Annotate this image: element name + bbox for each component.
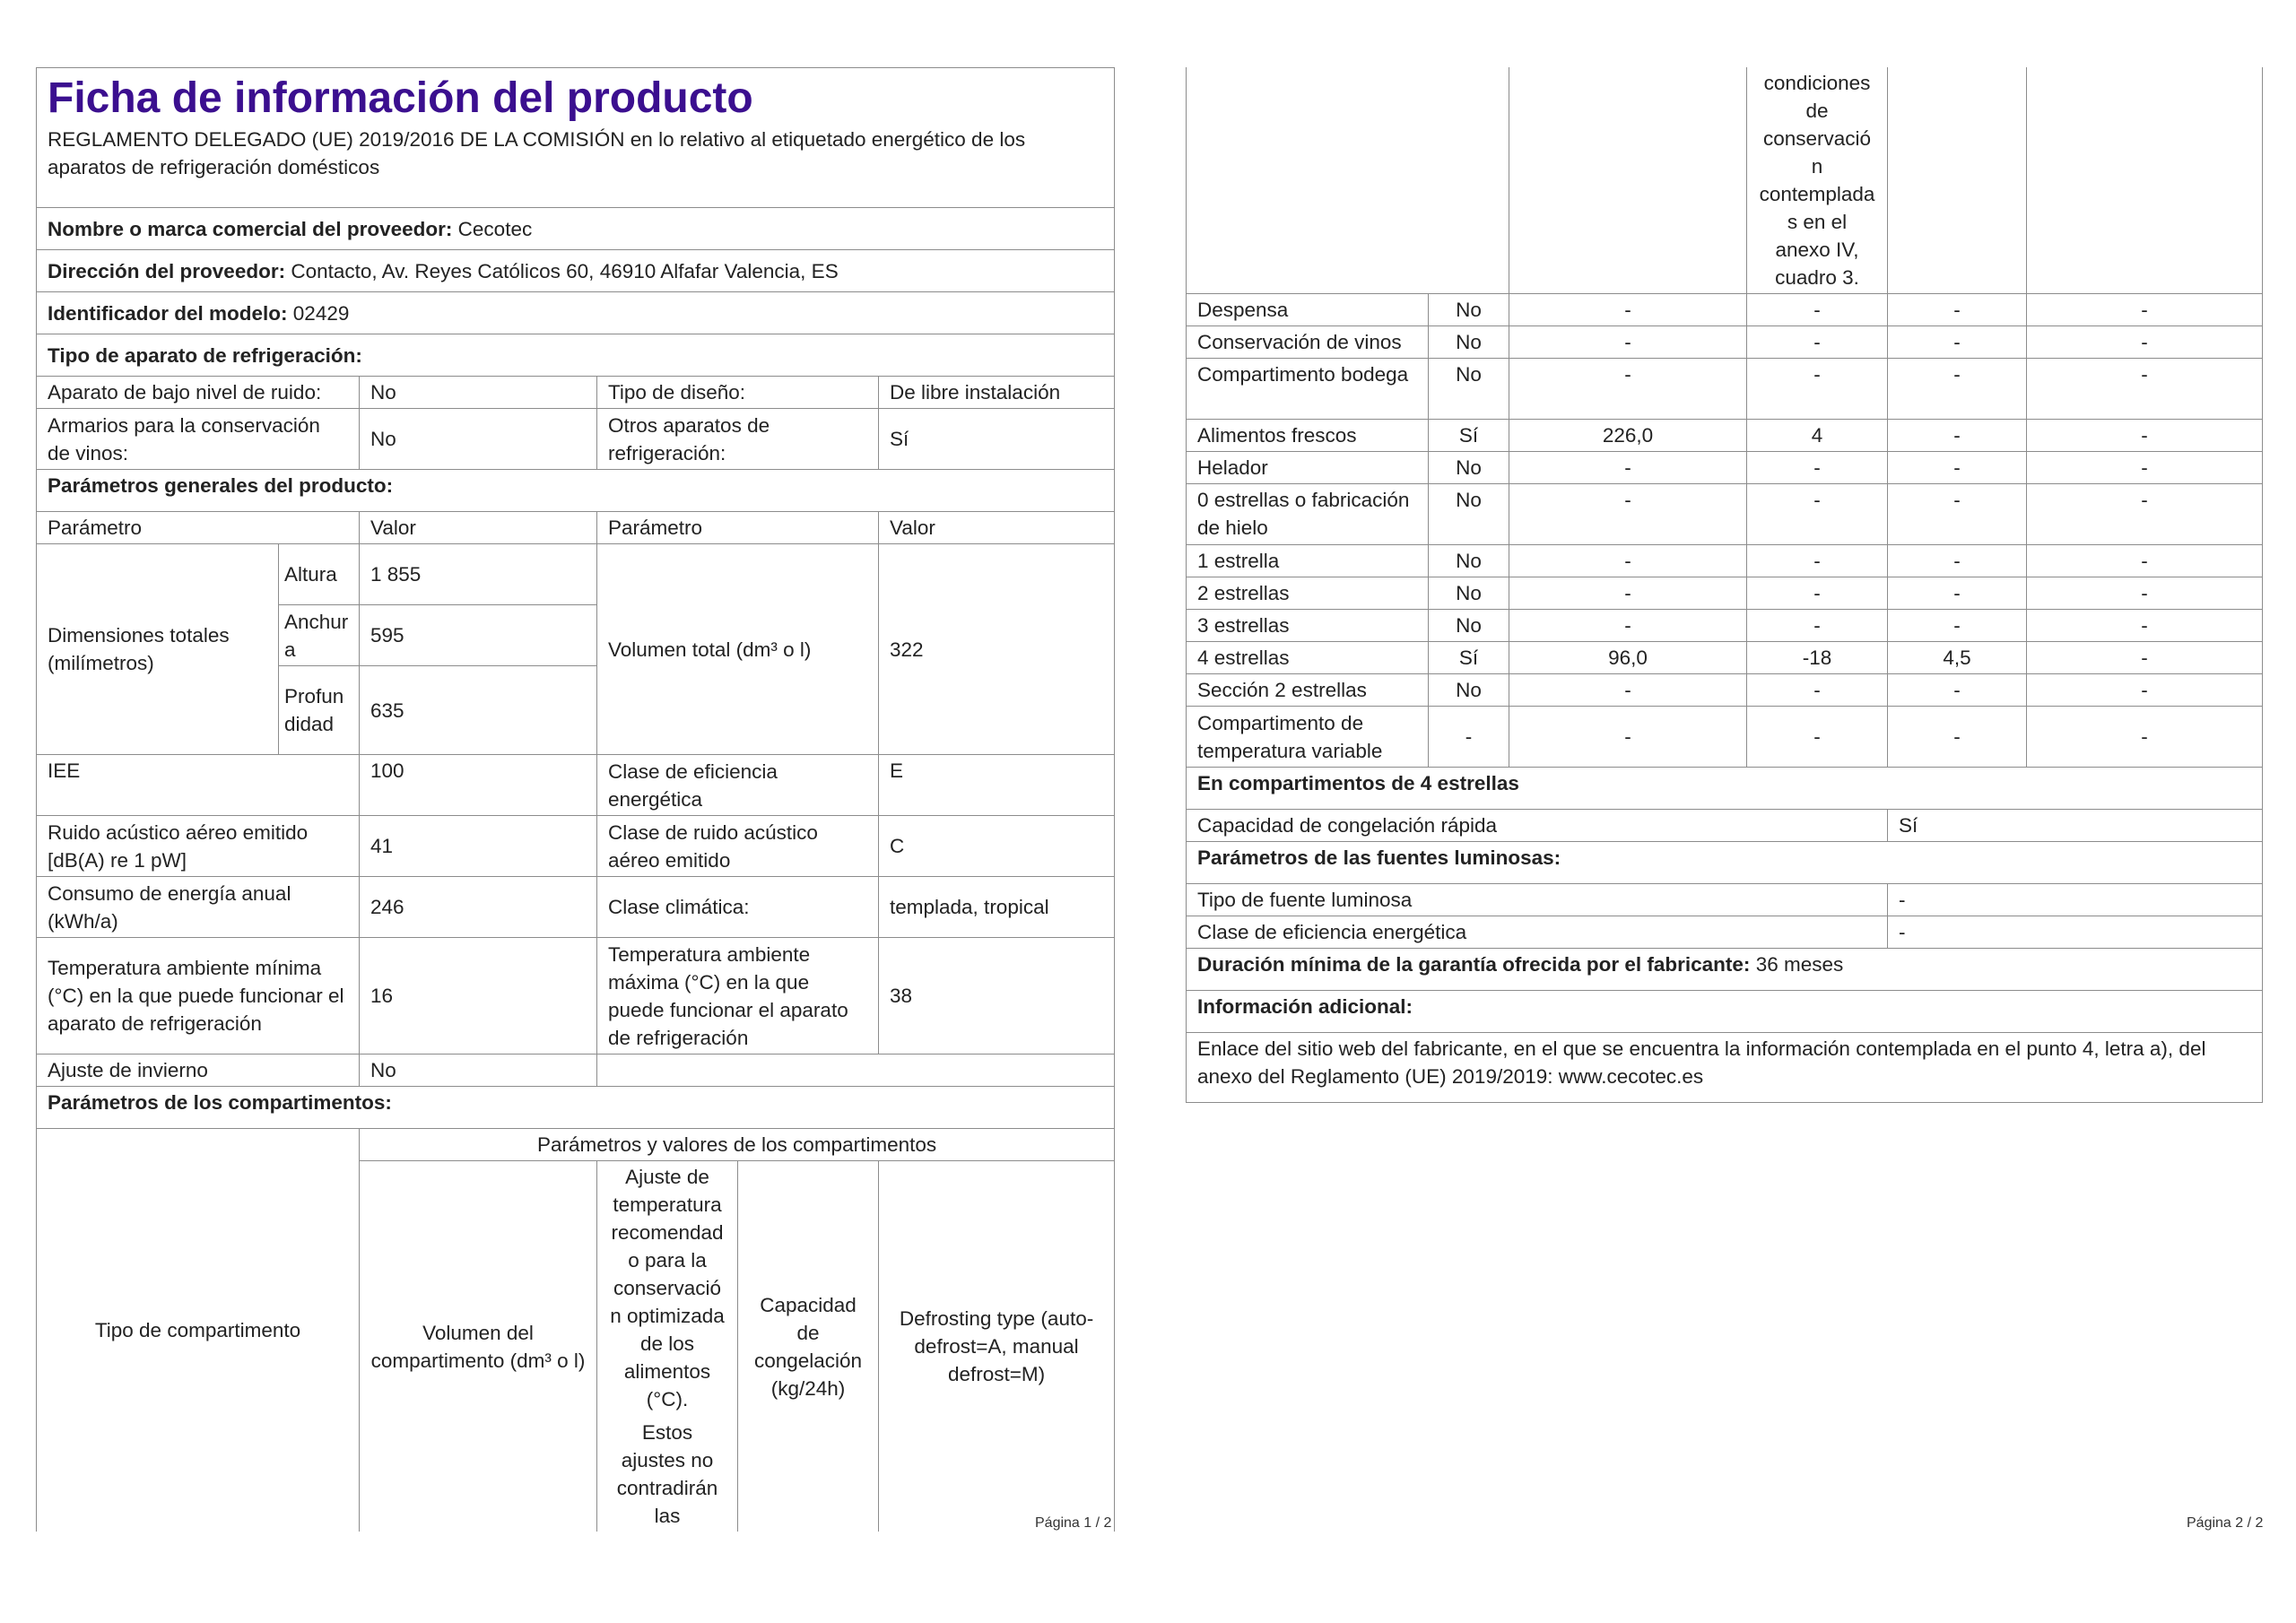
compartment-volume: -: [1509, 545, 1747, 577]
compartment-volume: 226,0: [1509, 420, 1747, 452]
light-class-label: Clase de eficiencia energética: [1187, 916, 1888, 949]
compartment-freezing: -: [1888, 674, 2027, 707]
light-class-value: -: [1888, 916, 2263, 949]
compartment-defrost: -: [2027, 610, 2263, 642]
compartment-temp: -: [1747, 707, 1888, 768]
supplier-address-row: [37, 250, 1115, 292]
page-footer-1: Página 1 / 2: [1035, 1515, 1112, 1531]
continued-type-cell: [1187, 67, 1509, 294]
compartment-freezing: -: [1888, 484, 2027, 545]
compartment-temp: -: [1747, 577, 1888, 610]
compartment-present: No: [1429, 452, 1509, 484]
continued-volume-cell: [1509, 67, 1747, 294]
height-label: Altura: [279, 544, 360, 605]
compartment-defrost: -: [2027, 674, 2263, 707]
compartment-freezing: -: [1888, 577, 2027, 610]
param-header-1: Parámetro: [37, 512, 360, 544]
other-appliances-label: Otros aparatos de refrigeración:: [597, 409, 879, 470]
compartment-row: [1187, 577, 2263, 610]
compartment-temp: -: [1747, 359, 1888, 420]
noise-label: Ruido acústico aéreo emitido [dB(A) re 1 pW]: [37, 816, 360, 877]
noise-class-label: Clase de ruido acústico aéreo emitido: [597, 816, 879, 877]
energy-class-value: E: [879, 755, 1115, 816]
product-info-table-page-2: [1186, 67, 2263, 1103]
depth-value: 635: [360, 666, 597, 755]
compartment-present: -: [1429, 707, 1509, 768]
compartment-name: Helador: [1187, 452, 1429, 484]
continued-temp-header: condiciones de conservación contempladas en el anexo IV, cuadro 3.: [1747, 67, 1888, 294]
min-temp-value: 16: [360, 938, 597, 1055]
compartment-name: Alimentos frescos: [1187, 420, 1429, 452]
compartment-row: [1187, 545, 2263, 577]
compartment-defrost: -: [2027, 452, 2263, 484]
compartment-row: [1187, 420, 2263, 452]
compartment-row: [1187, 674, 2263, 707]
compartment-temp: -: [1747, 294, 1888, 326]
model-id-value: 02429: [292, 301, 350, 325]
compartment-present: No: [1429, 674, 1509, 707]
additional-info-label: Información adicional:: [1187, 991, 2263, 1033]
compartment-volume: -: [1509, 610, 1747, 642]
compartment-name: Despensa: [1187, 294, 1429, 326]
compartment-temp: -: [1747, 452, 1888, 484]
comp-temp-header-part-2: Estos ajustes no contradirán las: [616, 1421, 718, 1527]
compartment-volume: -: [1509, 707, 1747, 768]
appliance-type-label: Tipo de aparato de refrigeración:: [37, 334, 1115, 377]
climate-class-value: templada, tropical: [879, 877, 1115, 938]
compartment-row: [1187, 326, 2263, 359]
general-params-label: Parámetros generales del producto:: [37, 470, 1115, 512]
width-value: 595: [360, 605, 597, 666]
warranty-value: 36 meses: [1755, 953, 1844, 976]
compartment-name: Conservación de vinos: [1187, 326, 1429, 359]
page-footer-2: Página 2 / 2: [2187, 1515, 2264, 1531]
compartment-defrost: -: [2027, 642, 2263, 674]
compartment-temp: -: [1747, 545, 1888, 577]
supplier-address-label: Dirección del proveedor:: [48, 259, 286, 282]
continued-defrost-cell: [2027, 67, 2263, 294]
eei-value: 100: [360, 755, 597, 816]
compartment-defrost: -: [2027, 484, 2263, 545]
noise-class-value: C: [879, 816, 1115, 877]
compartment-row: [1187, 294, 2263, 326]
annual-energy-label: Consumo de energía anual (kWh/a): [37, 877, 360, 938]
compartment-name: 0 estrellas o fabricación de hielo: [1187, 484, 1429, 545]
compartment-present: Sí: [1429, 642, 1509, 674]
compartment-name: Compartimento bodega: [1187, 359, 1429, 420]
compartment-name: Sección 2 estrellas: [1187, 674, 1429, 707]
other-appliances-value: Sí: [879, 409, 1115, 470]
model-id-label: Identificador del modelo:: [48, 301, 288, 325]
warranty-label: Duración mínima de la garantía ofrecida por el fabricante:: [1197, 953, 1751, 976]
compartment-params-label: Parámetros de los compartimentos:: [37, 1087, 1115, 1129]
compartment-present: No: [1429, 359, 1509, 420]
additional-info-row: [1187, 1033, 2263, 1103]
compartment-defrost: -: [2027, 420, 2263, 452]
compartment-freezing: -: [1888, 420, 2027, 452]
model-id-row: [37, 292, 1115, 334]
min-temp-label: Temperatura ambiente mínima (°C) en la que puede funcionar el aparato de refrigeración: [37, 938, 360, 1055]
compartment-volume: -: [1509, 674, 1747, 707]
supplier-address-value: Contacto, Av. Reyes Católicos 60, 46910 Alfafar Valencia, ES: [291, 259, 839, 282]
fast-freeze-label: Capacidad de congelación rápida: [1187, 810, 1888, 842]
compartment-name: 4 estrellas: [1187, 642, 1429, 674]
comp-freezing-header: Capacidad de congelación (kg/24h): [738, 1161, 879, 1532]
light-type-label: Tipo de fuente luminosa: [1187, 884, 1888, 916]
compartment-volume: -: [1509, 452, 1747, 484]
compartment-temp: -: [1747, 674, 1888, 707]
low-noise-value: No: [360, 377, 597, 409]
compartment-defrost: -: [2027, 359, 2263, 420]
dimensions-label: Dimensiones totales (milímetros): [37, 544, 279, 755]
max-temp-value: 38: [879, 938, 1115, 1055]
compartment-row: [1187, 610, 2263, 642]
compartment-volume: -: [1509, 359, 1747, 420]
param-header-2: Parámetro: [597, 512, 879, 544]
page-title: Ficha de información del producto: [48, 74, 753, 122]
compartment-present: No: [1429, 610, 1509, 642]
additional-info-text: Enlace del sitio web del fabricante, en el que se encuentra la información contemplada en el punto 4, letra a), del anexo del Reglamento (UE) 2019/2019:: [1197, 1037, 2206, 1088]
compartment-freezing: -: [1888, 359, 2027, 420]
compartment-volume: -: [1509, 294, 1747, 326]
compartment-row: [1187, 359, 2263, 420]
energy-class-label: Clase de eficiencia energética: [597, 755, 879, 816]
low-noise-label: Aparato de bajo nivel de ruido:: [37, 377, 360, 409]
regulation-text: REGLAMENTO DELEGADO (UE) 2019/2016 DE LA COMISIÓN en lo relativo al etiquetado energético de los aparatos de refrigeración domésticos: [48, 128, 1026, 178]
total-volume-label: Volumen total (dm³ o l): [597, 544, 879, 755]
winter-label: Ajuste de invierno: [37, 1055, 360, 1087]
compartment-temp: -: [1747, 610, 1888, 642]
comp-defrost-header: Defrosting type (auto-defrost=A, manual defrost=M): [879, 1161, 1115, 1532]
manufacturer-website: www.cecotec.es: [1558, 1065, 1704, 1088]
four-star-label: En compartimentos de 4 estrellas: [1187, 768, 2263, 810]
compartment-present: No: [1429, 484, 1509, 545]
compartment-row: [1187, 707, 2263, 768]
compartment-row: [1187, 452, 2263, 484]
compartment-name: 1 estrella: [1187, 545, 1429, 577]
comp-volume-header: Volumen del compartimento (dm³ o l): [360, 1161, 597, 1532]
header-cell: [37, 68, 1115, 208]
compartment-volume: -: [1509, 577, 1747, 610]
compartment-freezing: -: [1888, 294, 2027, 326]
compartment-freezing: -: [1888, 610, 2027, 642]
compartment-defrost: -: [2027, 545, 2263, 577]
compartment-volume: 96,0: [1509, 642, 1747, 674]
compartment-defrost: -: [2027, 294, 2263, 326]
compartment-defrost: -: [2027, 577, 2263, 610]
design-type-value: De libre instalación: [879, 377, 1115, 409]
noise-value: 41: [360, 816, 597, 877]
compartment-volume: -: [1509, 484, 1747, 545]
total-volume-value: 322: [879, 544, 1115, 755]
winter-value: No: [360, 1055, 597, 1087]
depth-label: Profundidad: [279, 666, 360, 755]
height-value: 1 855: [360, 544, 597, 605]
compartment-freezing: -: [1888, 326, 2027, 359]
value-header-1: Valor: [360, 512, 597, 544]
supplier-name-label: Nombre o marca comercial del proveedor:: [48, 217, 453, 240]
comp-temp-header-part-1: Ajuste de temperatura recomendado para la conservación optimizada de los alimentos (°C).: [610, 1166, 725, 1410]
width-label: Anchura: [279, 605, 360, 666]
light-params-label: Parámetros de las fuentes luminosas:: [1187, 842, 2263, 884]
compartment-row: [1187, 484, 2263, 545]
compartment-present: Sí: [1429, 420, 1509, 452]
empty-cell: [597, 1055, 1115, 1087]
continued-freezing-cell: [1888, 67, 2027, 294]
compartment-row: [1187, 642, 2263, 674]
light-type-value: -: [1888, 884, 2263, 916]
warranty-row: [1187, 949, 2263, 991]
compartment-defrost: -: [2027, 707, 2263, 768]
compartment-temp: -: [1747, 484, 1888, 545]
compartment-rows: [1187, 294, 2263, 768]
product-info-table-page-1: [36, 67, 1115, 1532]
value-header-2: Valor: [879, 512, 1115, 544]
compartment-present: No: [1429, 294, 1509, 326]
comp-type-header: Tipo de compartimento: [37, 1129, 360, 1532]
compartment-freezing: -: [1888, 452, 2027, 484]
max-temp-label: Temperatura ambiente máxima (°C) en la que puede funcionar el aparato de refrigeración: [597, 938, 879, 1055]
eei-label: IEE: [37, 755, 360, 816]
compartment-name: 3 estrellas: [1187, 610, 1429, 642]
compartment-defrost: -: [2027, 326, 2263, 359]
compartment-name: 2 estrellas: [1187, 577, 1429, 610]
compartment-present: No: [1429, 545, 1509, 577]
compartment-present: No: [1429, 577, 1509, 610]
design-type-label: Tipo de diseño:: [597, 377, 879, 409]
climate-class-label: Clase climática:: [597, 877, 879, 938]
compartment-temp: -18: [1747, 642, 1888, 674]
compartment-present: No: [1429, 326, 1509, 359]
comp-values-header: Parámetros y valores de los compartimentos: [360, 1129, 1115, 1161]
wine-cabinets-value: No: [360, 409, 597, 470]
fast-freeze-value: Sí: [1888, 810, 2263, 842]
compartment-freezing: -: [1888, 545, 2027, 577]
compartment-temp: -: [1747, 326, 1888, 359]
page-2: [1148, 0, 2296, 1623]
supplier-name-value: Cecotec: [457, 217, 533, 240]
wine-cabinets-label: Armarios para la conservación de vinos:: [37, 409, 360, 470]
supplier-name-row: [37, 208, 1115, 250]
compartment-temp: 4: [1747, 420, 1888, 452]
compartment-volume: -: [1509, 326, 1747, 359]
compartment-freezing: 4,5: [1888, 642, 2027, 674]
comp-temp-header: [597, 1161, 738, 1532]
compartment-name: Compartimento de temperatura variable: [1187, 707, 1429, 768]
compartment-freezing: -: [1888, 707, 2027, 768]
annual-energy-value: 246: [360, 877, 597, 938]
